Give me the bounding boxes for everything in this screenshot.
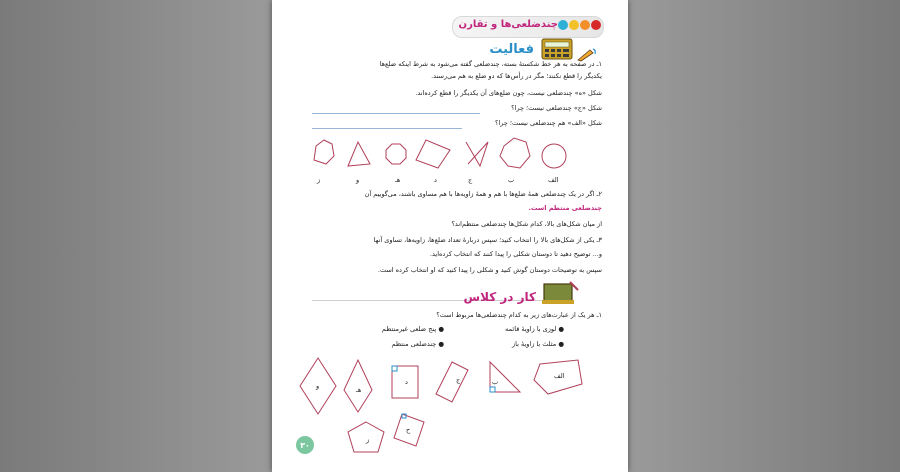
shape-label-z: ز: [317, 176, 321, 184]
shape-label-b: ب: [508, 176, 515, 184]
activity-line-1: ۱ـ در صفحه به هر خط شکستهٔ بسته، چندضلعی گفته می‌شود به شرط اینکه ضلع‌ها: [379, 60, 602, 68]
activity-line-5: شکل «الف» هم چندضلعی نیست؛ چرا؟: [494, 119, 602, 127]
regular-polygon-line-1: ۲ـ اگر در یک چندضلعی همهٔ ضلع‌ها با هم و همهٔ زاویه‌ها با هم مساوی باشند، می‌گوییم آن: [364, 190, 602, 198]
activity-line-2: یکدیگر را قطع نکنند؛ مگر در رأس‌ها که دو ضلع به هم می‌رسند.: [431, 72, 602, 80]
bullet-rhombus-right-angle: ● لوزی با زاویهٔ قائمه: [505, 325, 564, 333]
shape-label-j: ج: [468, 176, 473, 184]
shape-b-heptagon: [500, 138, 530, 168]
game-instruction-line-2: و... توضیح دهید تا دوستان شکلی را پیدا کنند که انتخاب کرده‌اید.: [429, 250, 602, 258]
regular-polygon-question: از میان شکل‌های بالا، کدام شکل‌ها چندضلعی منتظم‌اند؟: [451, 220, 602, 228]
activity-title: فعالیت: [489, 42, 534, 57]
shape-label-h: هـ: [395, 176, 401, 184]
shape-h-octagon: [386, 144, 406, 164]
chapter-title: چندضلعی‌ها و تقارن: [458, 19, 558, 30]
header-dot-1: [558, 20, 568, 30]
shape-j-parallelogram: [436, 362, 468, 402]
left-margin: [0, 0, 272, 472]
cw-label-v: و: [316, 382, 320, 390]
answer-line-2[interactable]: [312, 128, 462, 129]
regular-polygon-line-2: چندضلعی منتظم است.: [528, 204, 602, 212]
shape-z-hexagon: [314, 140, 334, 164]
game-instruction-line-1: ۳ـ یکی از شکل‌های بالا را انتخاب کنید؛ سپس دربارهٔ تعداد ضلع‌ها، زاویه‌ها، تساوی آنها: [373, 236, 602, 244]
classwork-shapes: [292, 350, 592, 465]
page-number: ۳۰: [296, 436, 314, 454]
bullet-regular-polygon: ● چندضلعی منتظم: [391, 340, 444, 348]
cw-label-z: ز: [366, 436, 370, 444]
game-instruction-line-3: سپس به توضیحات دوستان گوش کنید و شکلی را پیدا کنید که او انتخاب کرده است.: [377, 266, 602, 274]
header-dot-2: [569, 20, 579, 30]
right-margin: [628, 0, 900, 472]
classwork-question: ۱ـ هر یک از عبارت‌های زیر به کدام چندضلعی‌ها مربوط است؟: [436, 311, 602, 319]
cw-label-j: ج: [456, 376, 461, 384]
cw-label-b: ب: [492, 378, 499, 386]
shape-alef-circle: [542, 144, 566, 168]
shape-label-d: د: [434, 176, 437, 184]
shape-d-quadrilateral: [416, 140, 450, 168]
bullet-obtuse-triangle: ● مثلث با زاویهٔ باز: [511, 340, 564, 348]
cw-label-h: هـ: [356, 386, 362, 394]
shape-label-alef: الف: [548, 176, 559, 184]
cw-label-alef: الف: [554, 372, 565, 380]
textbook-page: [272, 0, 628, 472]
calculator-icon: [540, 36, 576, 62]
bullet-irregular-pentagon: ● پنج ضلعی غیرمنتظم: [381, 325, 444, 333]
shape-v-triangle: [348, 142, 370, 166]
answer-line-1[interactable]: [312, 113, 480, 114]
shape-label-v: و: [356, 176, 360, 184]
shape-j-bowtie: [466, 142, 488, 166]
cw-label-ha: ح: [406, 426, 411, 434]
classwork-title: کار در کلاس: [463, 290, 536, 304]
activity-line-3: شکل «ه» چندضلعی نیست، چون ضلع‌های آن یکدیگر را قطع کرده‌اند.: [415, 89, 602, 97]
cw-label-d: د: [405, 378, 408, 386]
header-dot-4: [591, 20, 601, 30]
polygon-shapes-row: [308, 136, 568, 176]
header-dot-3: [580, 20, 590, 30]
activity-line-4: شکل «ج» چندضلعی نیست؛ چرا؟: [511, 104, 602, 112]
board-icon: [540, 280, 580, 308]
